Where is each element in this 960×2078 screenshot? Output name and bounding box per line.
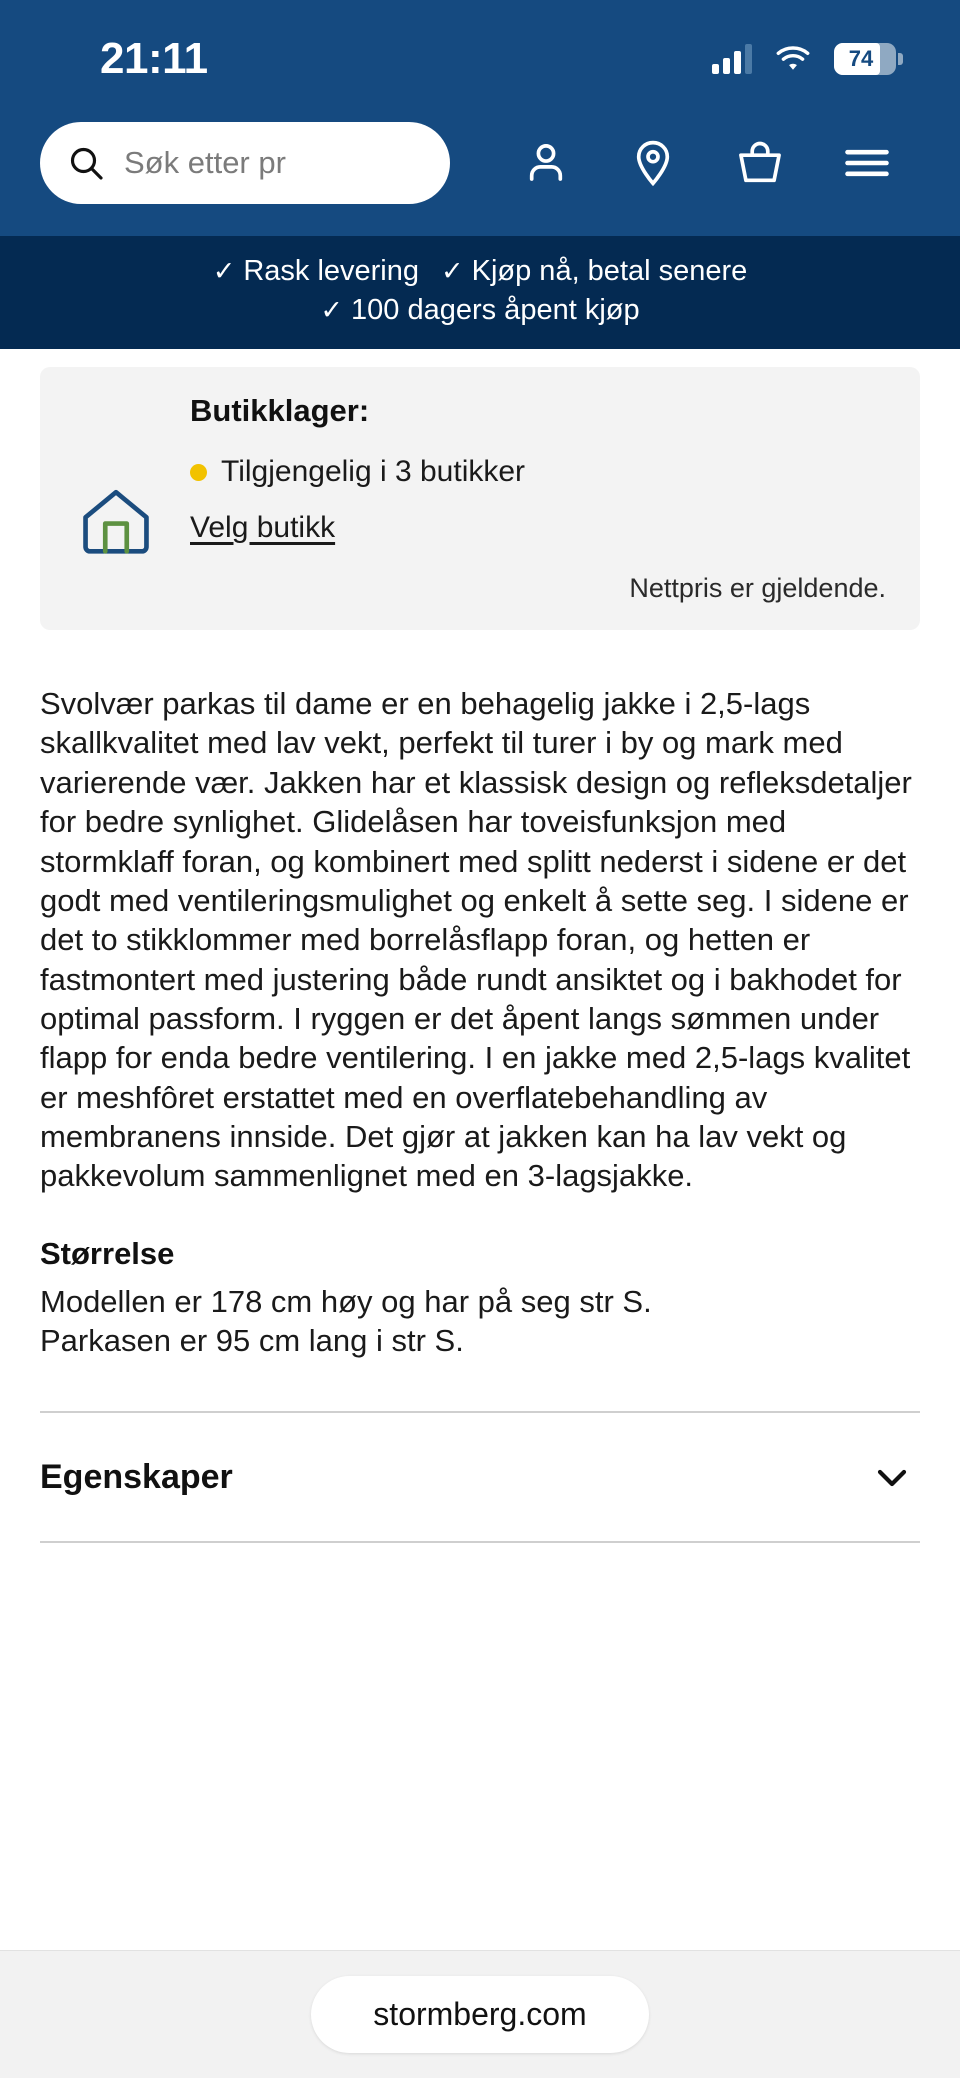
online-price-note: Nettpris er gjeldende.: [629, 573, 886, 604]
usp-item-return-policy: 100 dagers åpent kjøp: [351, 293, 640, 326]
store-house-icon: [70, 393, 162, 604]
cellular-signal-icon: [712, 44, 752, 74]
features-accordion[interactable]: [40, 1411, 920, 1543]
battery-percent-label: 74: [848, 46, 874, 71]
check-icon: ✓: [212, 256, 236, 286]
status-bar: [0, 0, 960, 118]
product-description-text: Svolvær parkas til dame er en behagelig jakke i 2,5-lags skallkvalitet med lav vekt, perfekt til turer i by og mark med varierende vær. Jakken har et klassisk design og refleksdetaljer for bedre synlighet. Glidelåsen har toveisfunksjon med stormklaff foran, og kombinert med splitt nederst i sidene er det godt med ventileringsmulighet og enkelt å sette seg. I sidene er det to stikklommer med borrelåsflapp foran, og hetten er fastmontert med justering både rundt ansiktet og i bakhodet for optimal passform. I ryggen er det åpent langs sømmen under flapp for enda bedre ventilering. I en jakke med 2,5-lags kvalitet er meshfôret erstattet med en overflatebehandling av membranens innside. Det gjør at jakken kan ha lav vekt og pakkevolum sammenlignet med en 3-lagsjakke.: [40, 686, 912, 1194]
size-section-heading: Størrelse: [40, 1235, 175, 1271]
browser-address-bar[interactable]: [0, 1950, 960, 2078]
shopping-basket-icon[interactable]: [731, 134, 789, 192]
store-stock-title: Butikklager:: [190, 393, 370, 429]
usp-item-fast-delivery: Rask levering: [243, 255, 419, 287]
store-availability-row: [190, 455, 886, 489]
status-indicators: [712, 43, 896, 75]
site-header: [0, 118, 960, 236]
usp-row-1: [0, 252, 960, 291]
wifi-icon: [774, 44, 812, 74]
check-icon: ✓: [320, 294, 344, 325]
search-icon: [66, 143, 106, 183]
features-accordion-header[interactable]: [40, 1413, 920, 1541]
battery-icon: [834, 43, 896, 75]
availability-label: Tilgjengelig i 3 butikker: [221, 455, 526, 489]
usp-item-buy-now-pay-later: Kjøp nå, betal senere: [471, 255, 748, 287]
hamburger-menu-icon[interactable]: [838, 134, 896, 192]
page-content: [0, 349, 960, 1950]
select-store-link[interactable]: Velg butikk: [190, 511, 336, 545]
store-stock-body: [190, 393, 886, 604]
size-section: [0, 1196, 960, 1361]
search-input[interactable]: [40, 122, 450, 204]
search-placeholder-text: Søk etter pr: [124, 145, 286, 180]
store-locator-icon[interactable]: [624, 134, 682, 192]
chevron-down-icon[interactable]: [868, 1453, 916, 1501]
user-account-icon[interactable]: [517, 134, 575, 192]
header-nav-icons: [478, 134, 920, 192]
usp-row-2: [0, 291, 960, 330]
status-clock: 21:11: [100, 34, 208, 83]
url-label[interactable]: stormberg.com: [311, 1976, 648, 2053]
availability-status-dot: [190, 464, 207, 481]
product-description: [0, 630, 960, 1196]
size-model-info: Modellen er 178 cm høy og har på seg str S.: [40, 1283, 652, 1319]
features-accordion-title: Egenskaper: [40, 1457, 233, 1496]
check-icon: ✓: [441, 256, 464, 286]
size-garment-info: Parkasen er 95 cm lang i str S.: [40, 1323, 464, 1359]
store-stock-card: [40, 367, 920, 630]
usp-banner: [0, 236, 960, 349]
